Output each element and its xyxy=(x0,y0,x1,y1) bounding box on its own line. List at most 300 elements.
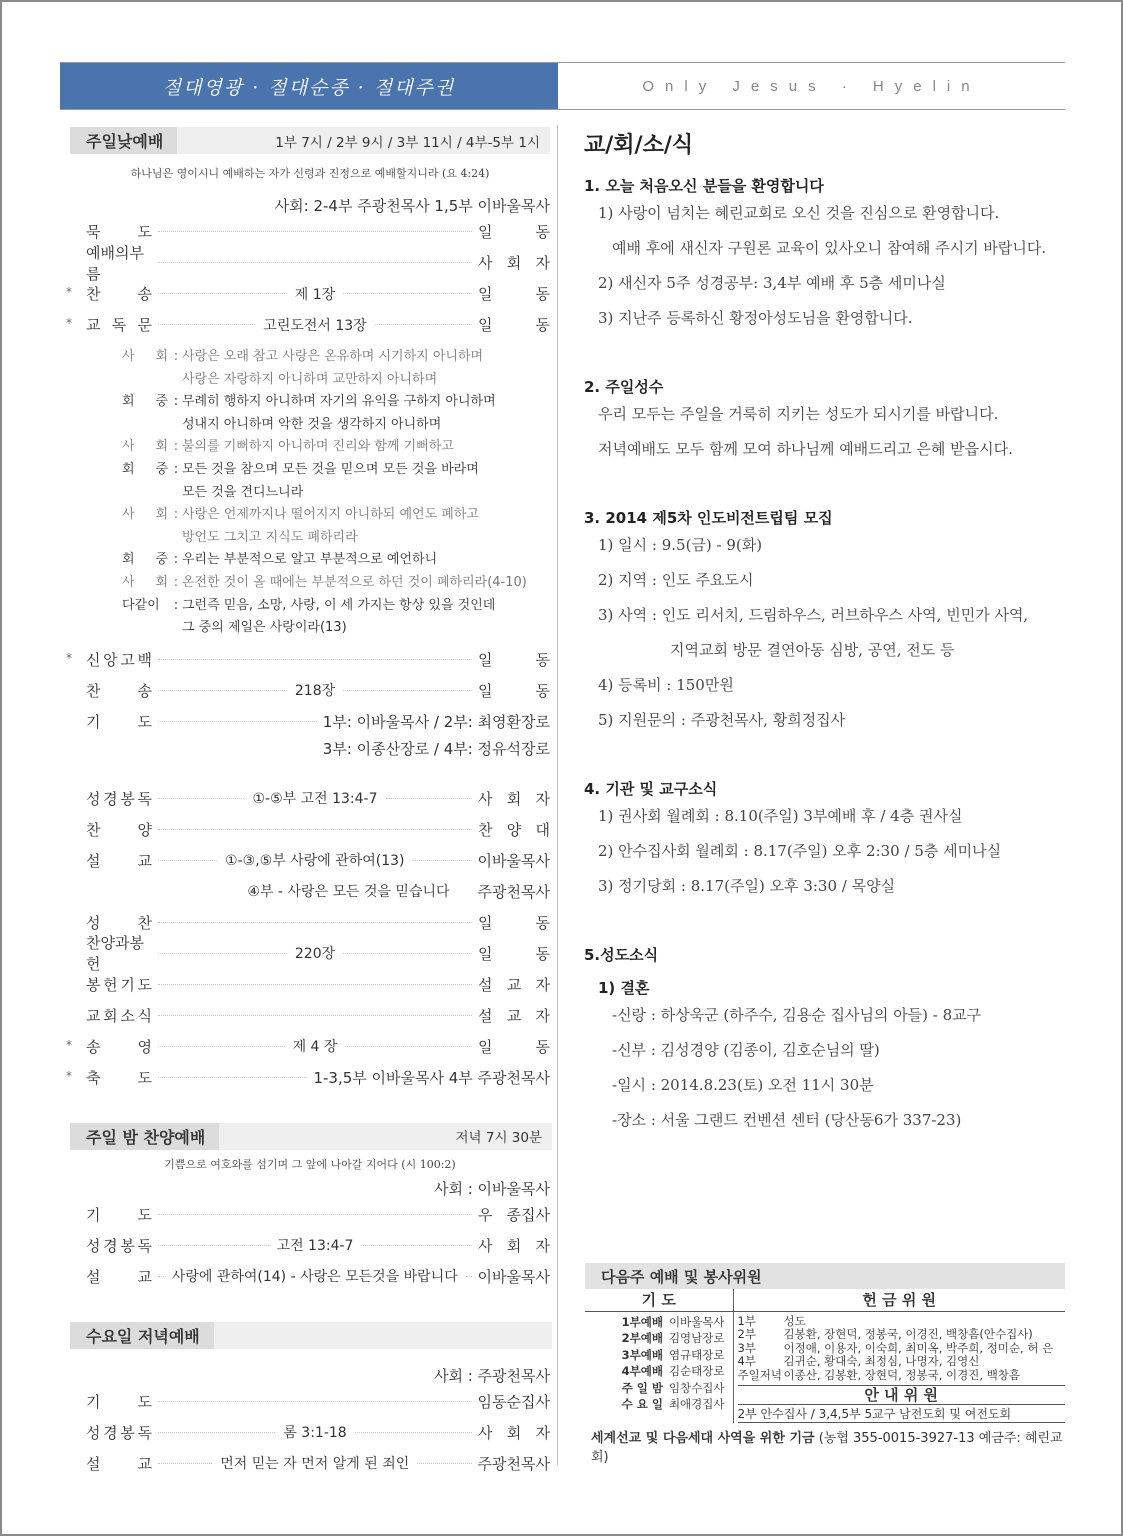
speaker-char: 사 xyxy=(122,574,135,590)
order-label-char: 기 xyxy=(86,1205,101,1224)
reading-colon xyxy=(170,482,182,505)
order-label-char: 회 xyxy=(103,1006,118,1025)
order-label-char: 묵 xyxy=(86,223,101,241)
order-detail xyxy=(158,284,472,304)
reading-colon: : xyxy=(173,597,179,613)
order-assignee-char: 동 xyxy=(535,285,550,303)
speaker-char: 사 xyxy=(122,507,135,523)
dotted-leader xyxy=(361,1245,472,1246)
order-label-char: 찬양과봉헌 xyxy=(86,934,144,974)
order-detail xyxy=(158,1401,472,1402)
reading-line xyxy=(122,482,550,505)
prayer-service: 4부예배 xyxy=(621,1364,663,1378)
offering-people: 이종산, 김봉환, 장현덕, 정봉국, 이경진, 백창흠 xyxy=(783,1367,1021,1382)
dotted-leader xyxy=(158,1401,472,1402)
order-label xyxy=(70,314,152,335)
dotted-leader xyxy=(158,231,472,232)
order-label-char: 독 xyxy=(137,1236,152,1255)
news-heading: 3. 2014 제5차 인도비전트립팀 모집 xyxy=(584,509,833,527)
reading-line xyxy=(122,572,550,595)
reading-text: 성내지 아니하며 악한 것을 생각하지 아니하며 xyxy=(182,416,442,432)
dotted-leader xyxy=(343,953,472,954)
dotted-leader xyxy=(413,860,472,861)
order-assignee-char: 사 xyxy=(478,1236,493,1255)
order-label-char: 예배의부름 xyxy=(86,243,144,283)
order-label xyxy=(70,1005,152,1026)
order-assignee-char: 동 xyxy=(535,223,550,241)
order-label xyxy=(70,819,152,840)
dotted-leader xyxy=(158,922,472,923)
reading-text: 무례히 행하지 아니하며 자기의 유익을 구하지 아니하며 xyxy=(182,394,496,410)
section-title: 수요일 저녁예배 xyxy=(70,1322,214,1349)
dotted-leader xyxy=(158,1046,285,1047)
order-label-char: 고 xyxy=(120,650,135,669)
order-assignee-char: 동 xyxy=(535,944,550,963)
standing-mark-icon: * xyxy=(66,1068,72,1083)
order-label-char: 봉 xyxy=(120,789,135,808)
dotted-leader xyxy=(158,1214,472,1215)
order-assignee-char: 동 xyxy=(535,681,550,700)
reading-text: 온전한 것이 올 때에는 부분적으로 하던 것이 폐하리라(4-10) xyxy=(182,574,527,590)
order-list-1 xyxy=(66,216,550,340)
order-assignee xyxy=(478,1391,550,1412)
order-list-3 xyxy=(70,783,550,876)
order-detail xyxy=(158,1266,472,1286)
order-label-char: 교 xyxy=(137,1267,152,1286)
standing-mark-icon: * xyxy=(66,285,72,299)
order-assignee: 1부: 이바울목사 / 2부: 최영환장로 xyxy=(322,712,550,731)
order-label-char: 성 xyxy=(86,1423,101,1442)
offering-people: 김봉환, 장현덕, 정봉국, 이경진, 백창흠(안수집사) xyxy=(783,1327,1033,1341)
order-row xyxy=(70,1230,550,1261)
offering-list xyxy=(738,1312,1066,1383)
order-assignee-char: 대 xyxy=(535,820,550,839)
order-label-char: 설 xyxy=(86,1454,101,1473)
reading-text: 우리는 부분적으로 알고 부분적으로 예언하니 xyxy=(182,552,438,568)
order-assignee-char: 설 xyxy=(478,1006,493,1025)
order-detail-text: 사랑에 관하여(14) - 사랑은 모든것을 바랍니다 xyxy=(171,1269,458,1286)
order-detail-text: 220장 xyxy=(294,946,336,963)
order-row xyxy=(70,814,550,845)
order-detail xyxy=(158,262,472,263)
dotted-leader xyxy=(158,798,244,799)
prayer-entry xyxy=(585,1347,725,1364)
fund-title: 세계선교 및 다음세대 사역을 위한 기금 xyxy=(591,1431,815,1446)
order-row xyxy=(70,783,550,814)
prayer-service: 수 요 일 xyxy=(621,1397,663,1411)
prayer-person: 김영남장로 xyxy=(668,1331,725,1345)
dotted-leader xyxy=(158,721,317,722)
reading-line xyxy=(122,346,550,369)
reading-speaker xyxy=(122,572,170,595)
order-row-prayer xyxy=(70,706,550,737)
order-assignee-char: 일 xyxy=(478,913,493,932)
reading-text: 사랑은 자랑하지 아니하며 교만하지 아니하며 xyxy=(182,371,438,387)
order-detail xyxy=(158,231,472,232)
order-assignee-char: 일 xyxy=(478,650,493,669)
order-assignee xyxy=(478,1036,550,1057)
order-label-char: 도 xyxy=(137,712,152,731)
order-row xyxy=(70,1448,550,1479)
order-detail xyxy=(158,1453,472,1473)
order-label-char: 도 xyxy=(137,1068,152,1087)
order-label-char: 도 xyxy=(137,1392,152,1411)
dotted-leader xyxy=(158,984,472,985)
speaker-char: 회 xyxy=(155,349,168,364)
order-assignee-char: 일 xyxy=(478,681,493,700)
order-assignee-char: 동 xyxy=(535,316,550,334)
order-assignee-char: 이바울목사 xyxy=(477,851,550,870)
speaker-char: 사 xyxy=(122,349,135,364)
host-line: 사회: 2-4부 주광천목사 1,5부 이바울목사 xyxy=(274,197,550,215)
speaker-char: 중 xyxy=(155,394,168,410)
order-detail-text: 롬 3:1-18 xyxy=(283,1425,347,1442)
dotted-leader xyxy=(355,1432,472,1433)
order-label-char: 봉 xyxy=(120,1236,135,1255)
speaker-char: 회 xyxy=(122,461,135,477)
order-label xyxy=(70,1235,152,1256)
order-assignee-char: 우 xyxy=(478,1205,493,1224)
order-assignee-char: 동 xyxy=(535,913,550,932)
news-item: 1) 권사회 월례회 : 8.10(주일) 3부예배 후 / 4층 권사실 xyxy=(598,807,963,825)
order-row xyxy=(70,969,550,1000)
dotted-leader xyxy=(466,1276,472,1277)
order-detail-text: 고린도전서 13장 xyxy=(263,317,367,334)
news-heading: 5.성도소식 xyxy=(584,946,659,964)
news-subheading: 1) 결혼 xyxy=(598,979,650,997)
order-label-char: 독 xyxy=(111,316,127,334)
order-row xyxy=(66,1031,550,1062)
prayer-person: 이바울목사 xyxy=(668,1314,725,1329)
order-assignee-char: 자 xyxy=(535,789,550,808)
section-title: 주일 밤 찬양예배 xyxy=(70,1123,219,1150)
order-assignee: 3부: 이종산장로 / 4부: 정유석장로 xyxy=(322,740,550,759)
news-item: -신부 : 김성경양 (김종이, 김호순님의 딸) xyxy=(612,1041,880,1059)
news-heading: 2. 주일성수 xyxy=(584,378,664,396)
order-assignee-char: 회 xyxy=(506,254,522,272)
offering-entry xyxy=(738,1355,1066,1369)
speaker-char: 중 xyxy=(155,552,168,568)
dotted-leader xyxy=(417,1463,471,1464)
order-assignee-char: 동 xyxy=(535,1037,550,1056)
order-row-sermon-4 xyxy=(70,876,550,907)
reading-colon: : xyxy=(173,507,179,523)
reading-speaker xyxy=(122,527,170,550)
reading-line xyxy=(122,595,550,618)
order-assignee-char: 교 xyxy=(506,975,522,994)
order-row xyxy=(70,675,550,706)
news-item: -일시 : 2014.8.23(토) 오전 11시 30분 xyxy=(612,1076,874,1094)
reading-colon xyxy=(170,369,182,392)
order-assignee-char: 찬 xyxy=(478,820,493,839)
order-label-char: 도 xyxy=(137,1205,152,1224)
offering-service: 1부 xyxy=(737,1313,756,1328)
order-detail xyxy=(158,315,472,335)
order-assignee: 주광천목사 xyxy=(477,882,550,901)
reading-speaker xyxy=(122,504,170,527)
usher-header: 안 내 위 원 xyxy=(738,1385,1066,1405)
dotted-leader xyxy=(158,324,255,325)
reading-colon: : xyxy=(173,439,179,455)
order-label xyxy=(70,680,152,701)
order-label-char: 기 xyxy=(120,975,135,994)
reading-line xyxy=(122,414,550,437)
order-detail-text: ①-⑤부 고전 13:4-7 xyxy=(252,791,378,808)
order-label-char: 찬 xyxy=(86,285,101,303)
order-label-char: 식 xyxy=(137,1006,152,1025)
dotted-leader xyxy=(375,324,472,325)
order-assignee-char: 주광천목사 xyxy=(477,1454,550,1473)
news-item: 1) 사랑이 넘치는 혜린교회로 오신 것을 진심으로 환영합니다. xyxy=(598,204,1000,222)
news-item: 3) 사역 : 인도 리서치, 드림하우스, 러브하우스 사역, 빈민가 사역, xyxy=(598,606,1029,624)
order-detail-text: 제 1장 xyxy=(294,286,336,303)
order-label-char: 교 xyxy=(137,851,152,870)
responsive-reading xyxy=(70,346,550,640)
speaker-char: 회 xyxy=(155,507,168,523)
order-label xyxy=(70,711,152,732)
reading-line xyxy=(122,549,550,572)
order-detail xyxy=(158,850,472,870)
order-detail xyxy=(158,1235,472,1255)
dotted-leader xyxy=(158,293,287,294)
order-label xyxy=(70,1204,152,1225)
order-label xyxy=(70,1453,152,1474)
offering-service: 주일저녁 xyxy=(737,1367,782,1382)
order-assignee-char: 일 xyxy=(478,1037,493,1056)
order-row xyxy=(70,243,550,283)
prayer-person: 염규태장로 xyxy=(668,1347,725,1362)
offering-service: 4부 xyxy=(737,1354,756,1368)
order-label-char: 문 xyxy=(137,316,152,334)
reading-speaker xyxy=(122,549,170,572)
news-item: 5) 지원문의 : 주광천목사, 황희정집사 xyxy=(598,711,846,729)
theme-verse: 기쁨으로 여호와를 섬기며 그 앞에 나아갈 지어다 (시 100:2) xyxy=(164,1157,456,1171)
reading-colon xyxy=(170,617,182,640)
order-label-char: 독 xyxy=(137,789,152,808)
offering-people: 이정애, 이용자, 이숙희, 최미옥, 박주희, 정미순, 허 은 xyxy=(783,1340,1054,1355)
order-assignee-char: 양 xyxy=(506,820,522,839)
offering-entry xyxy=(738,1342,1066,1356)
order-label xyxy=(70,912,152,933)
order-detail xyxy=(158,984,472,985)
prayer-person: 임창수집사 xyxy=(668,1380,725,1395)
order-assignee xyxy=(478,819,550,840)
order-assignee xyxy=(478,680,550,701)
order-assignee-char: 자 xyxy=(535,1236,550,1255)
order-assignee-char: 일 xyxy=(478,223,493,241)
order-row xyxy=(66,309,550,340)
reading-colon: : xyxy=(173,552,179,568)
order-assignee xyxy=(478,1422,550,1443)
order-assignee xyxy=(478,1235,550,1256)
service-times: 1부 7시 / 2부 9시 / 3부 11시 / 4부-5부 1시 xyxy=(275,134,540,151)
order-label-char: 찬 xyxy=(86,681,101,700)
reading-colon: : xyxy=(173,394,179,410)
reading-speaker xyxy=(122,482,170,505)
order-detail xyxy=(158,943,472,963)
news-item: 3) 정기당회 : 8.17(주일) 오후 3:30 / 목양실 xyxy=(598,877,896,895)
news-heading: 4. 기관 및 교구소식 xyxy=(584,780,718,798)
order-label-char: 도 xyxy=(137,223,152,241)
order-label-char: 교 xyxy=(86,1006,101,1025)
church-news-column xyxy=(584,128,1064,1138)
order-list-wednesday xyxy=(70,1386,550,1479)
offering-entry xyxy=(738,1315,1066,1329)
order-assignee xyxy=(478,788,550,809)
order-assignee xyxy=(478,912,550,933)
order-detail-text: 218장 xyxy=(294,683,336,700)
order-label xyxy=(70,1391,152,1412)
reading-text: 사랑은 오래 참고 사랑은 온유하며 시기하지 아니하며 xyxy=(182,349,484,364)
order-label-char: 설 xyxy=(86,1267,101,1286)
sermon-title: ④부 - 사랑은 모든 것을 믿습니다 xyxy=(247,884,450,901)
theme-verse: 하나님은 영이시니 예배하는 자가 신령과 진정으로 예배할지니라 (요 4:24) xyxy=(130,167,490,180)
order-label-char: 앙 xyxy=(103,650,118,669)
order-detail xyxy=(158,922,472,923)
speaker-char: 회 xyxy=(155,574,168,590)
prayer-entry xyxy=(585,1396,725,1413)
reading-speaker xyxy=(122,595,170,618)
order-detail-text: ①-③,⑤부 사랑에 관하여(13) xyxy=(225,853,405,870)
order-assignee-char: 자 xyxy=(535,1006,550,1025)
fund-notice xyxy=(585,1427,1065,1465)
order-detail xyxy=(158,829,472,830)
news-item: 4) 등록비 : 150만원 xyxy=(598,676,734,694)
order-label-char: 성 xyxy=(86,789,101,808)
order-detail xyxy=(158,788,472,808)
prayer-entry xyxy=(585,1380,725,1397)
dotted-leader xyxy=(345,1046,472,1047)
order-list-4 xyxy=(66,907,550,1062)
section-header-wednesday xyxy=(70,1322,552,1349)
offering-entry xyxy=(738,1328,1066,1342)
order-label-char: 축 xyxy=(86,1068,101,1087)
order-assignee xyxy=(478,1204,550,1225)
order-assignee-char: 사 xyxy=(478,1423,493,1442)
dotted-leader xyxy=(158,1432,275,1433)
offering-people: 성도 xyxy=(783,1313,806,1328)
speaker-char: 다같이 xyxy=(122,597,160,613)
section-title: 주일낮예배 xyxy=(70,127,177,154)
order-label xyxy=(70,1067,152,1088)
order-row xyxy=(70,1417,550,1448)
order-row xyxy=(70,1261,550,1292)
news-item: 2) 지역 : 인도 주요도시 xyxy=(598,571,754,589)
dotted-leader xyxy=(343,293,472,294)
order-label-char: 교 xyxy=(137,1454,152,1473)
order-row xyxy=(70,1199,550,1230)
order-assignee-char: 회 xyxy=(506,1423,522,1442)
order-list-evening xyxy=(70,1199,550,1292)
motto-banner: 절대영광 · 절대순종 · 절대주권 xyxy=(60,63,558,109)
order-assignee xyxy=(478,850,550,871)
prayer-service: 3부예배 xyxy=(621,1347,663,1362)
order-detail-text: 먼저 믿는 자 먼저 알게 된 죄인 xyxy=(220,1456,410,1473)
order-assignee xyxy=(478,283,550,304)
dotted-leader xyxy=(158,953,287,954)
order-assignee-char: 자 xyxy=(535,1423,550,1442)
order-label-char: 성 xyxy=(86,913,101,932)
dotted-leader xyxy=(158,1077,307,1078)
order-label-char: 도 xyxy=(137,975,152,994)
order-label-char: 송 xyxy=(137,681,152,700)
reading-text: 그 중의 제일은 사랑이라(13) xyxy=(182,620,347,636)
news-heading: 1. 오늘 처음오신 분들을 환영합니다 xyxy=(584,177,824,195)
order-label-char: 찬 xyxy=(137,913,152,932)
order-assignee-char: 회 xyxy=(506,1236,522,1255)
order-row-benediction xyxy=(66,1062,550,1093)
order-label xyxy=(70,788,152,809)
order-assignee-char: 동 xyxy=(535,650,550,669)
prayer-service: 주 일 밤 xyxy=(621,1380,663,1395)
offering-people: 김귀순, 황대숙, 최정심, 나명자, 김영신 xyxy=(783,1354,980,1368)
order-assignee xyxy=(478,974,550,995)
order-assignee xyxy=(478,649,550,670)
reading-text: 불의를 기뻐하지 아니하며 진리와 함께 기뻐하고 xyxy=(182,439,454,455)
reading-speaker xyxy=(122,369,170,392)
standing-mark-icon: * xyxy=(66,650,72,665)
news-item: -장소 : 서울 그랜드 컨벤션 센터 (당산동6가 337-23) xyxy=(612,1111,962,1129)
order-assignee xyxy=(478,252,550,273)
order-assignee-char: 임동순집사 xyxy=(477,1392,550,1411)
order-label-char: 설 xyxy=(86,851,101,870)
order-label-char: 봉 xyxy=(120,1423,135,1442)
dotted-leader xyxy=(158,690,287,691)
order-row xyxy=(66,278,550,309)
reading-colon: : xyxy=(173,349,179,364)
order-label-char: 경 xyxy=(103,1236,118,1255)
order-label-char: 찬 xyxy=(86,820,101,839)
order-detail-text: 제 4 장 xyxy=(292,1039,338,1056)
standing-mark-icon: * xyxy=(66,316,72,330)
column-divider xyxy=(557,125,558,1465)
news-item: 지역교회 방문 결연아동 심방, 공연, 전도 등 xyxy=(670,641,955,659)
order-assignee-char: 일 xyxy=(478,316,493,334)
prayer-entry xyxy=(585,1314,725,1331)
reading-line xyxy=(122,459,550,482)
reading-speaker xyxy=(122,346,170,369)
order-label-char: 영 xyxy=(137,1037,152,1056)
order-assignee: 1-3,5부 이바울목사 4부 주광천목사 xyxy=(313,1068,550,1087)
fund-account: (농협 355-0015-3927-13 예금주: 혜린교회) xyxy=(591,1431,1063,1465)
order-label-char: 경 xyxy=(103,789,118,808)
order-label-char: 소 xyxy=(120,1006,135,1025)
order-assignee xyxy=(478,1453,550,1474)
order-assignee-char: 설 xyxy=(478,975,493,994)
order-row xyxy=(70,1386,550,1417)
order-label xyxy=(70,283,152,304)
host-line: 사회 : 이바울목사 xyxy=(433,1179,550,1198)
section-header-sunday xyxy=(70,127,550,154)
prayer-person: 김순태장로 xyxy=(668,1364,725,1378)
order-label xyxy=(70,974,152,995)
prayer-service: 1부예배 xyxy=(621,1314,663,1329)
order-row xyxy=(70,845,550,876)
order-assignee-char: 회 xyxy=(506,789,522,808)
reading-text: 방언도 그치고 지식도 폐하리라 xyxy=(182,529,358,545)
news-item: 3) 지난주 등록하신 황정아성도님을 환영합니다. xyxy=(598,309,913,327)
order-label-char: 경 xyxy=(103,1423,118,1442)
reading-speaker xyxy=(122,617,170,640)
order-list-2 xyxy=(66,644,550,706)
order-assignee xyxy=(478,1266,550,1287)
reading-colon: : xyxy=(173,574,179,590)
order-label xyxy=(70,1422,152,1443)
order-detail xyxy=(158,1214,472,1215)
service-time: 저녁 7시 30분 xyxy=(455,1130,542,1147)
reading-line xyxy=(122,504,550,527)
order-assignee-char: 종집사 xyxy=(506,1205,550,1224)
